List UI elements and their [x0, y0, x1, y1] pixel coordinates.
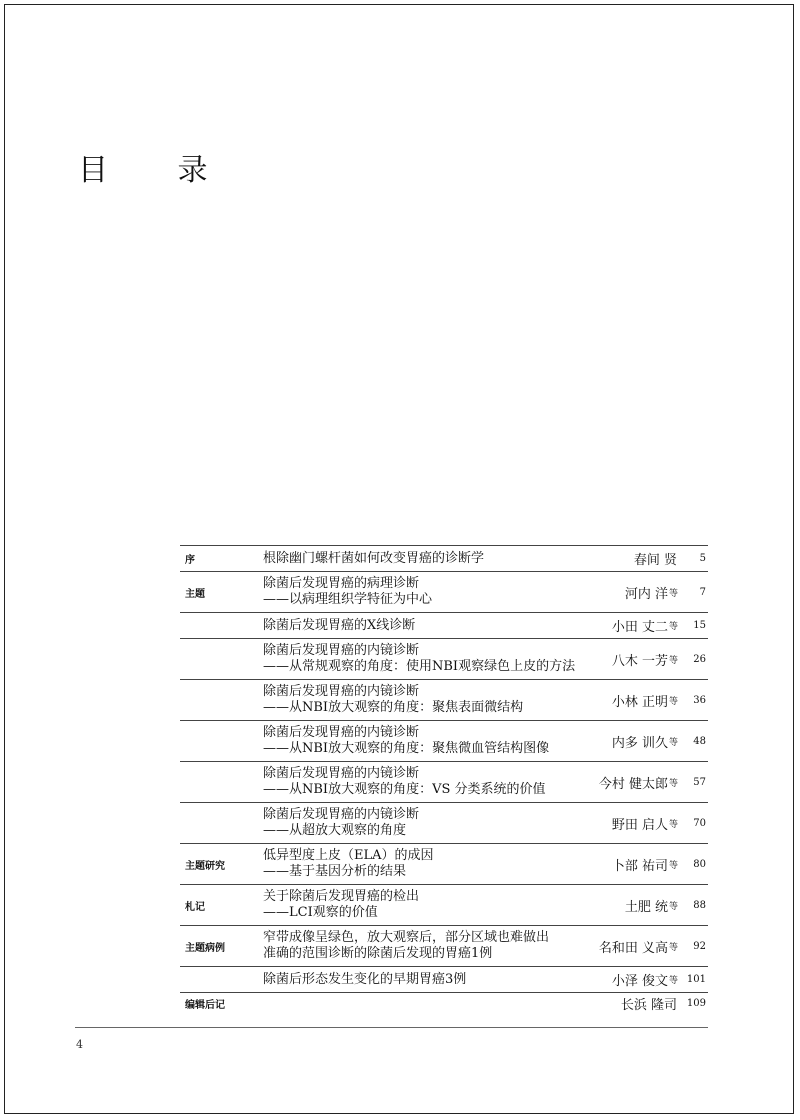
- toc-entry[interactable]: [180, 762, 708, 803]
- toc-entry[interactable]: [180, 721, 708, 762]
- toc-entry[interactable]: [180, 803, 708, 844]
- toc-title-line: ——基于基因分析的结果: [263, 864, 407, 879]
- table-of-contents: [180, 545, 708, 1013]
- toc-section-label: 编辑后记: [185, 999, 225, 1011]
- toc-section-label: 主题研究: [185, 860, 225, 872]
- toc-author: [634, 546, 678, 571]
- toc-entry-title: [263, 680, 608, 720]
- toc-title-line: ——以病理组织学特征为中心: [263, 592, 433, 607]
- toc-entry[interactable]: [180, 993, 708, 1013]
- toc-page-number: 70: [693, 817, 706, 829]
- toc-author: [625, 885, 678, 925]
- toc-title-line: ——LCI观察的价值: [263, 905, 378, 920]
- toc-title-line: 低异型度上皮（ELA）的成因: [263, 848, 434, 863]
- toc-page-number: 7: [699, 586, 706, 598]
- toc-author-suffix: 等: [668, 860, 678, 871]
- toc-entry[interactable]: [180, 680, 708, 721]
- toc-page-number: 26: [693, 653, 706, 665]
- toc-author-suffix: 等: [668, 588, 678, 599]
- toc-author-suffix: 等: [668, 976, 678, 986]
- toc-author-suffix: 等: [668, 819, 678, 830]
- toc-author-name: 名和田 义高: [598, 940, 668, 956]
- toc-entry-title: [263, 803, 608, 843]
- toc-author-suffix: 等: [668, 622, 678, 632]
- toc-title-line: ——从常规观察的角度：使用NBI观察绿色上皮的方法: [263, 659, 576, 674]
- toc-author-name: 内多 训久: [611, 735, 668, 751]
- toc-title-line: ——从NBI放大观察的角度：聚焦微血管结构图像: [263, 741, 550, 756]
- toc-page-number: 15: [693, 620, 706, 631]
- toc-entry[interactable]: [180, 885, 708, 926]
- toc-page-number: 36: [693, 694, 706, 706]
- toc-page-number: 80: [693, 858, 706, 870]
- toc-entry[interactable]: [180, 546, 708, 572]
- toc-author: [625, 572, 678, 612]
- toc-author-name: 河内 洋: [624, 586, 668, 602]
- toc-title-line: 根除幽门螺杆菌如何改变胃癌的诊断学: [263, 550, 485, 566]
- toc-section-label: 主题病例: [185, 942, 225, 954]
- toc-title-line: 除菌后发现胃癌的内镜诊断: [263, 643, 420, 658]
- toc-title-line: 除菌后形态发生变化的早期胃癌3例: [263, 971, 467, 987]
- toc-entry-title: [263, 546, 608, 571]
- toc-author-name: 小田 丈二: [611, 620, 668, 635]
- toc-entry-title: [263, 721, 608, 761]
- toc-author: [599, 762, 678, 802]
- toc-page-number: 101: [686, 974, 706, 985]
- toc-author: [599, 926, 678, 966]
- toc-author-suffix: 等: [668, 737, 678, 748]
- toc-page-number: 48: [693, 735, 706, 747]
- toc-author-name: 小泽 俊文: [611, 974, 668, 989]
- toc-section-label: 札记: [185, 901, 205, 913]
- toc-title-line: 关于除菌后发现胃癌的检出: [263, 889, 420, 904]
- toc-title-line: ——从超放大观察的角度: [263, 823, 407, 838]
- page-title: 目 录: [78, 153, 238, 188]
- toc-entry[interactable]: [180, 572, 708, 613]
- toc-entry[interactable]: [180, 926, 708, 967]
- toc-title-line: 准确的范围诊断的除菌后发现的胃癌1例: [263, 946, 493, 961]
- toc-entry-title: [263, 572, 608, 612]
- toc-page-number: 88: [693, 899, 706, 911]
- toc-author: [612, 613, 678, 638]
- toc-title-line: ——从NBI放大观察的角度：聚焦表面微结构: [263, 700, 524, 715]
- toc-author-name: 春间 贤: [633, 553, 677, 568]
- toc-entry-title: [263, 967, 608, 992]
- toc-page-number: 5: [699, 553, 706, 564]
- toc-entry-title: [263, 993, 608, 1013]
- toc-author-name: 今村 健太郎: [598, 776, 668, 792]
- toc-author-suffix: 等: [668, 778, 678, 789]
- toc-author: [612, 844, 678, 884]
- toc-author-suffix: 等: [668, 942, 678, 953]
- toc-author-name: 小林 正明: [611, 694, 668, 710]
- toc-author-suffix: 等: [668, 901, 678, 912]
- toc-title-line: 除菌后发现胃癌的病理诊断: [263, 576, 420, 591]
- toc-author-name: 土肥 统: [624, 899, 668, 915]
- toc-entry[interactable]: [180, 844, 708, 885]
- toc-entry[interactable]: [180, 967, 708, 993]
- toc-page-number: 109: [686, 997, 706, 1009]
- toc-author: [612, 967, 678, 992]
- toc-entry-title: [263, 844, 608, 884]
- toc-author-suffix: 等: [668, 655, 678, 666]
- toc-entry-title: [263, 762, 608, 802]
- toc-section-label: 主题: [185, 588, 205, 600]
- toc-title-line: 窄带成像呈绿色，放大观察后，部分区域也难做出: [263, 930, 550, 945]
- toc-section-label: 序: [185, 555, 195, 566]
- toc-title-line: 除菌后发现胃癌的X线诊断: [263, 617, 416, 633]
- toc-author-suffix: 等: [668, 696, 678, 707]
- toc-title-line: 除菌后发现胃癌的内镜诊断: [263, 725, 420, 740]
- toc-title-line: 除菌后发现胃癌的内镜诊断: [263, 766, 420, 781]
- footer-rule: [75, 1027, 708, 1028]
- toc-entry[interactable]: [180, 639, 708, 680]
- toc-title-line: ——从NBI放大观察的角度：VS 分类系统的价值: [263, 782, 546, 797]
- toc-author: [612, 721, 678, 761]
- toc-title-line: 除菌后发现胃癌的内镜诊断: [263, 684, 420, 699]
- toc-entry-title: [263, 885, 608, 925]
- toc-entry-title: [263, 613, 608, 638]
- toc-page-number: 57: [693, 776, 706, 788]
- page-number: 4: [76, 1038, 83, 1051]
- toc-author-name: 长浜 隆司: [620, 997, 677, 1013]
- toc-entry-title: [263, 639, 608, 679]
- toc-entry-title: [263, 926, 608, 966]
- toc-page-number: 92: [693, 940, 706, 952]
- toc-author: [612, 680, 678, 720]
- toc-entry[interactable]: [180, 613, 708, 639]
- toc-title-line: 除菌后发现胃癌的内镜诊断: [263, 807, 420, 822]
- toc-author-name: 卜部 祐司: [611, 858, 668, 874]
- toc-author: [612, 639, 678, 679]
- toc-author: [612, 803, 678, 843]
- toc-author-name: 野田 启人: [611, 817, 668, 833]
- toc-author-name: 八木 一芳: [611, 653, 668, 669]
- toc-author: [621, 993, 678, 1013]
